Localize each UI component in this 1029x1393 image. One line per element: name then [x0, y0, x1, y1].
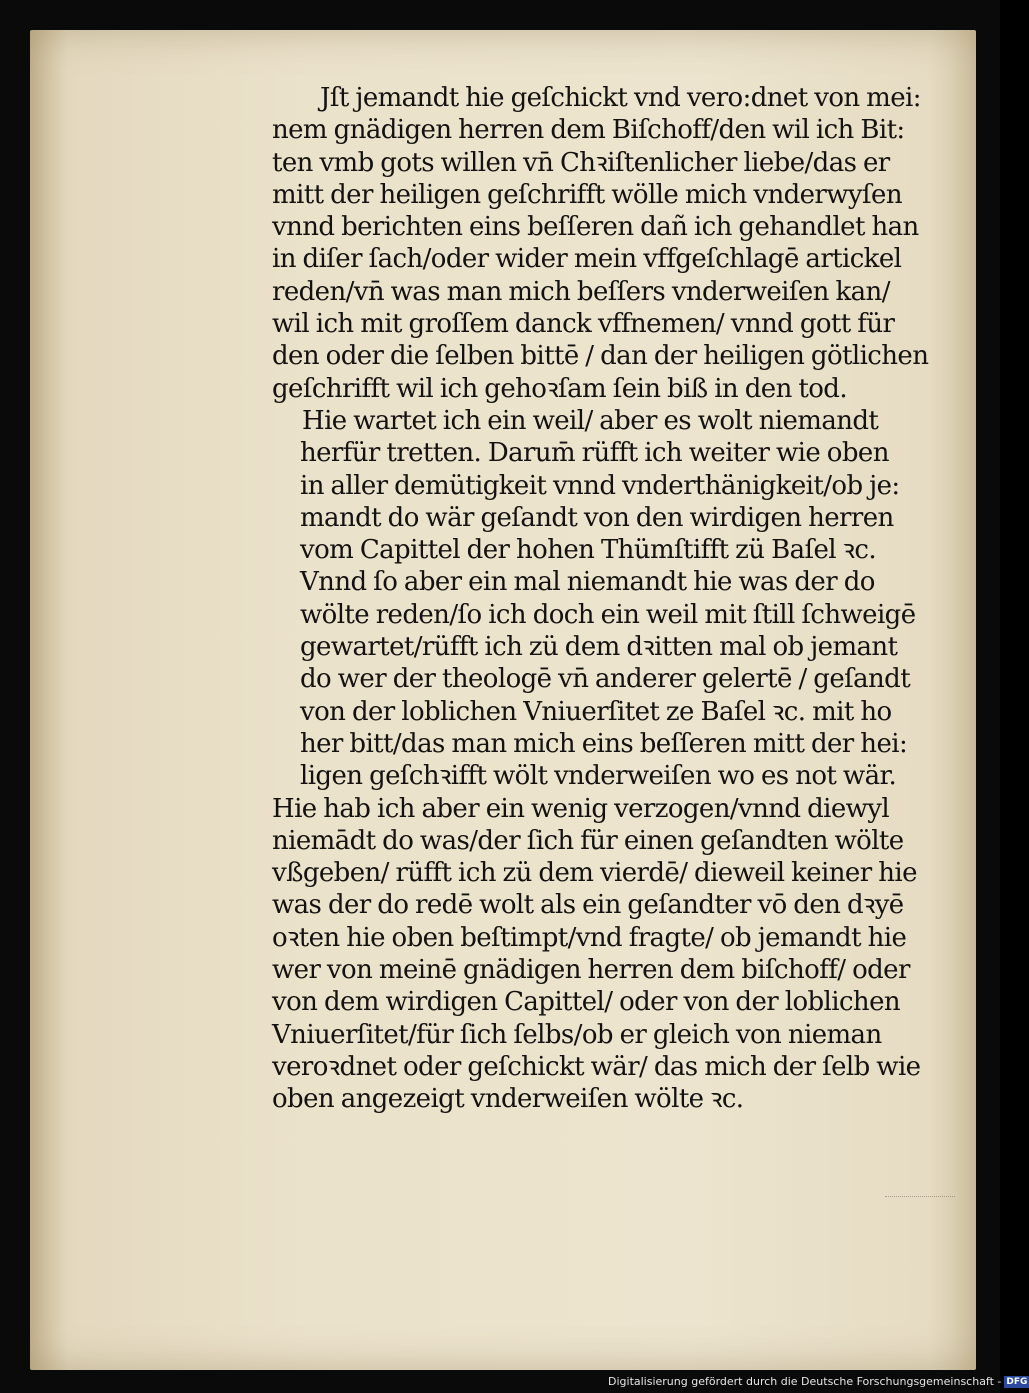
text-line: mandt do wär geſandt von den wirdigen herren [300, 502, 894, 533]
text-line: in diſer ſach/oder wider mein vffgeſchlagē artickel [272, 244, 902, 275]
text-line: in aller demütigkeit vnnd vnderthänigkeit/ob je: [300, 470, 900, 501]
text-line: wil ich mit groſſem danck vffnemen/ vnnd gott für [272, 309, 895, 340]
text-line: herfür tretten. Darum̄ rüfft ich weiter wie oben [300, 438, 889, 469]
text-line: geſchrifft wil ich gehoꝛſam ſein biß in den tod. [272, 373, 847, 404]
text-line: den oder die ſelben bittē / dan der heiligen götlichen [272, 341, 929, 372]
text-line: vnnd berichten eins beſſeren dañ ich gehandlet han [272, 212, 919, 243]
text-line: Hie hab ich aber ein wenig verzogen/vnnd diewyl [272, 793, 890, 824]
text-line: veroꝛdnet oder geſchickt wär/ das mich der ſelb wie [272, 1051, 921, 1082]
text-line: Hie wartet ich ein weil/ aber es wolt niemandt [302, 405, 879, 436]
text-line: Vniuerſitet/für ſich ſelbs/ob er gleich von nieman [272, 1019, 882, 1050]
text-line: was der do redē wolt als ein geſandter vō den dꝛyē [272, 890, 904, 921]
text-line: mitt der heiligen geſchrifft wölle mich vnderwyſen [272, 179, 902, 210]
text-line: her bitt/das man mich eins beſſeren mitt der hei: [300, 728, 908, 759]
body-text [272, 82, 972, 1116]
text-line: Jſt jemandt hie geſchickt vnd vero:dnet von mei: [320, 83, 921, 113]
text-line: wer von meinē gnädigen herren dem biſchoff/ oder [272, 955, 910, 986]
funding-credit [608, 1373, 1028, 1391]
dfg-logo: DFG [1006, 1377, 1028, 1387]
text-line: vom Capittel der hohen Thümſtifft zü Baſel ꝛc. [300, 535, 877, 566]
text-line: oꝛten hie oben beſtimpt/vnd fragte/ ob jemandt hie [272, 922, 907, 953]
text-line: von dem wirdigen Capittel/ oder von der loblichen [272, 987, 901, 1018]
text-line: niemādt do was/der ſich für einen geſandten wölte [272, 825, 904, 856]
page-mark [885, 1196, 955, 1199]
text-line: do wer der theologē vn̄ anderer gelertē / geſandt [300, 664, 911, 695]
text-line: von der loblichen Vniuerſitet ze Baſel ꝛc. mit ho [300, 696, 892, 727]
text-line: reden/vn̄ was man mich beſſers vnderweiſen kan/ [272, 276, 890, 307]
text-line: vßgeben/ rüfft ich zü dem vierdē/ dieweil keiner hie [272, 858, 917, 889]
text-line: ten vmb gots willen vn̄ Chꝛiſtenlicher liebe/das er [272, 147, 890, 178]
text-line: nem gnädigen herren dem Biſchoff/den wil ich Bit: [272, 115, 905, 146]
text-line: Vnnd ſo aber ein mal niemandt hie was der do [300, 567, 875, 598]
text-line: wölte reden/ſo ich doch ein weil mit ſtill ſchweigē [300, 599, 916, 630]
text-line: oben angezeigt vnderweiſen wölte ꝛc. [272, 1084, 744, 1115]
text-line: ligen geſchꝛifft wölt vnderweiſen wo es not wär. [300, 761, 897, 792]
funding-credit-text: Digitalisierung gefördert durch die Deutsche Forschungsgemeinschaft - [608, 1375, 1002, 1388]
book-page [30, 30, 976, 1370]
text-line: gewartet/rüfft ich zü dem dꝛitten mal ob jemant [300, 632, 898, 663]
